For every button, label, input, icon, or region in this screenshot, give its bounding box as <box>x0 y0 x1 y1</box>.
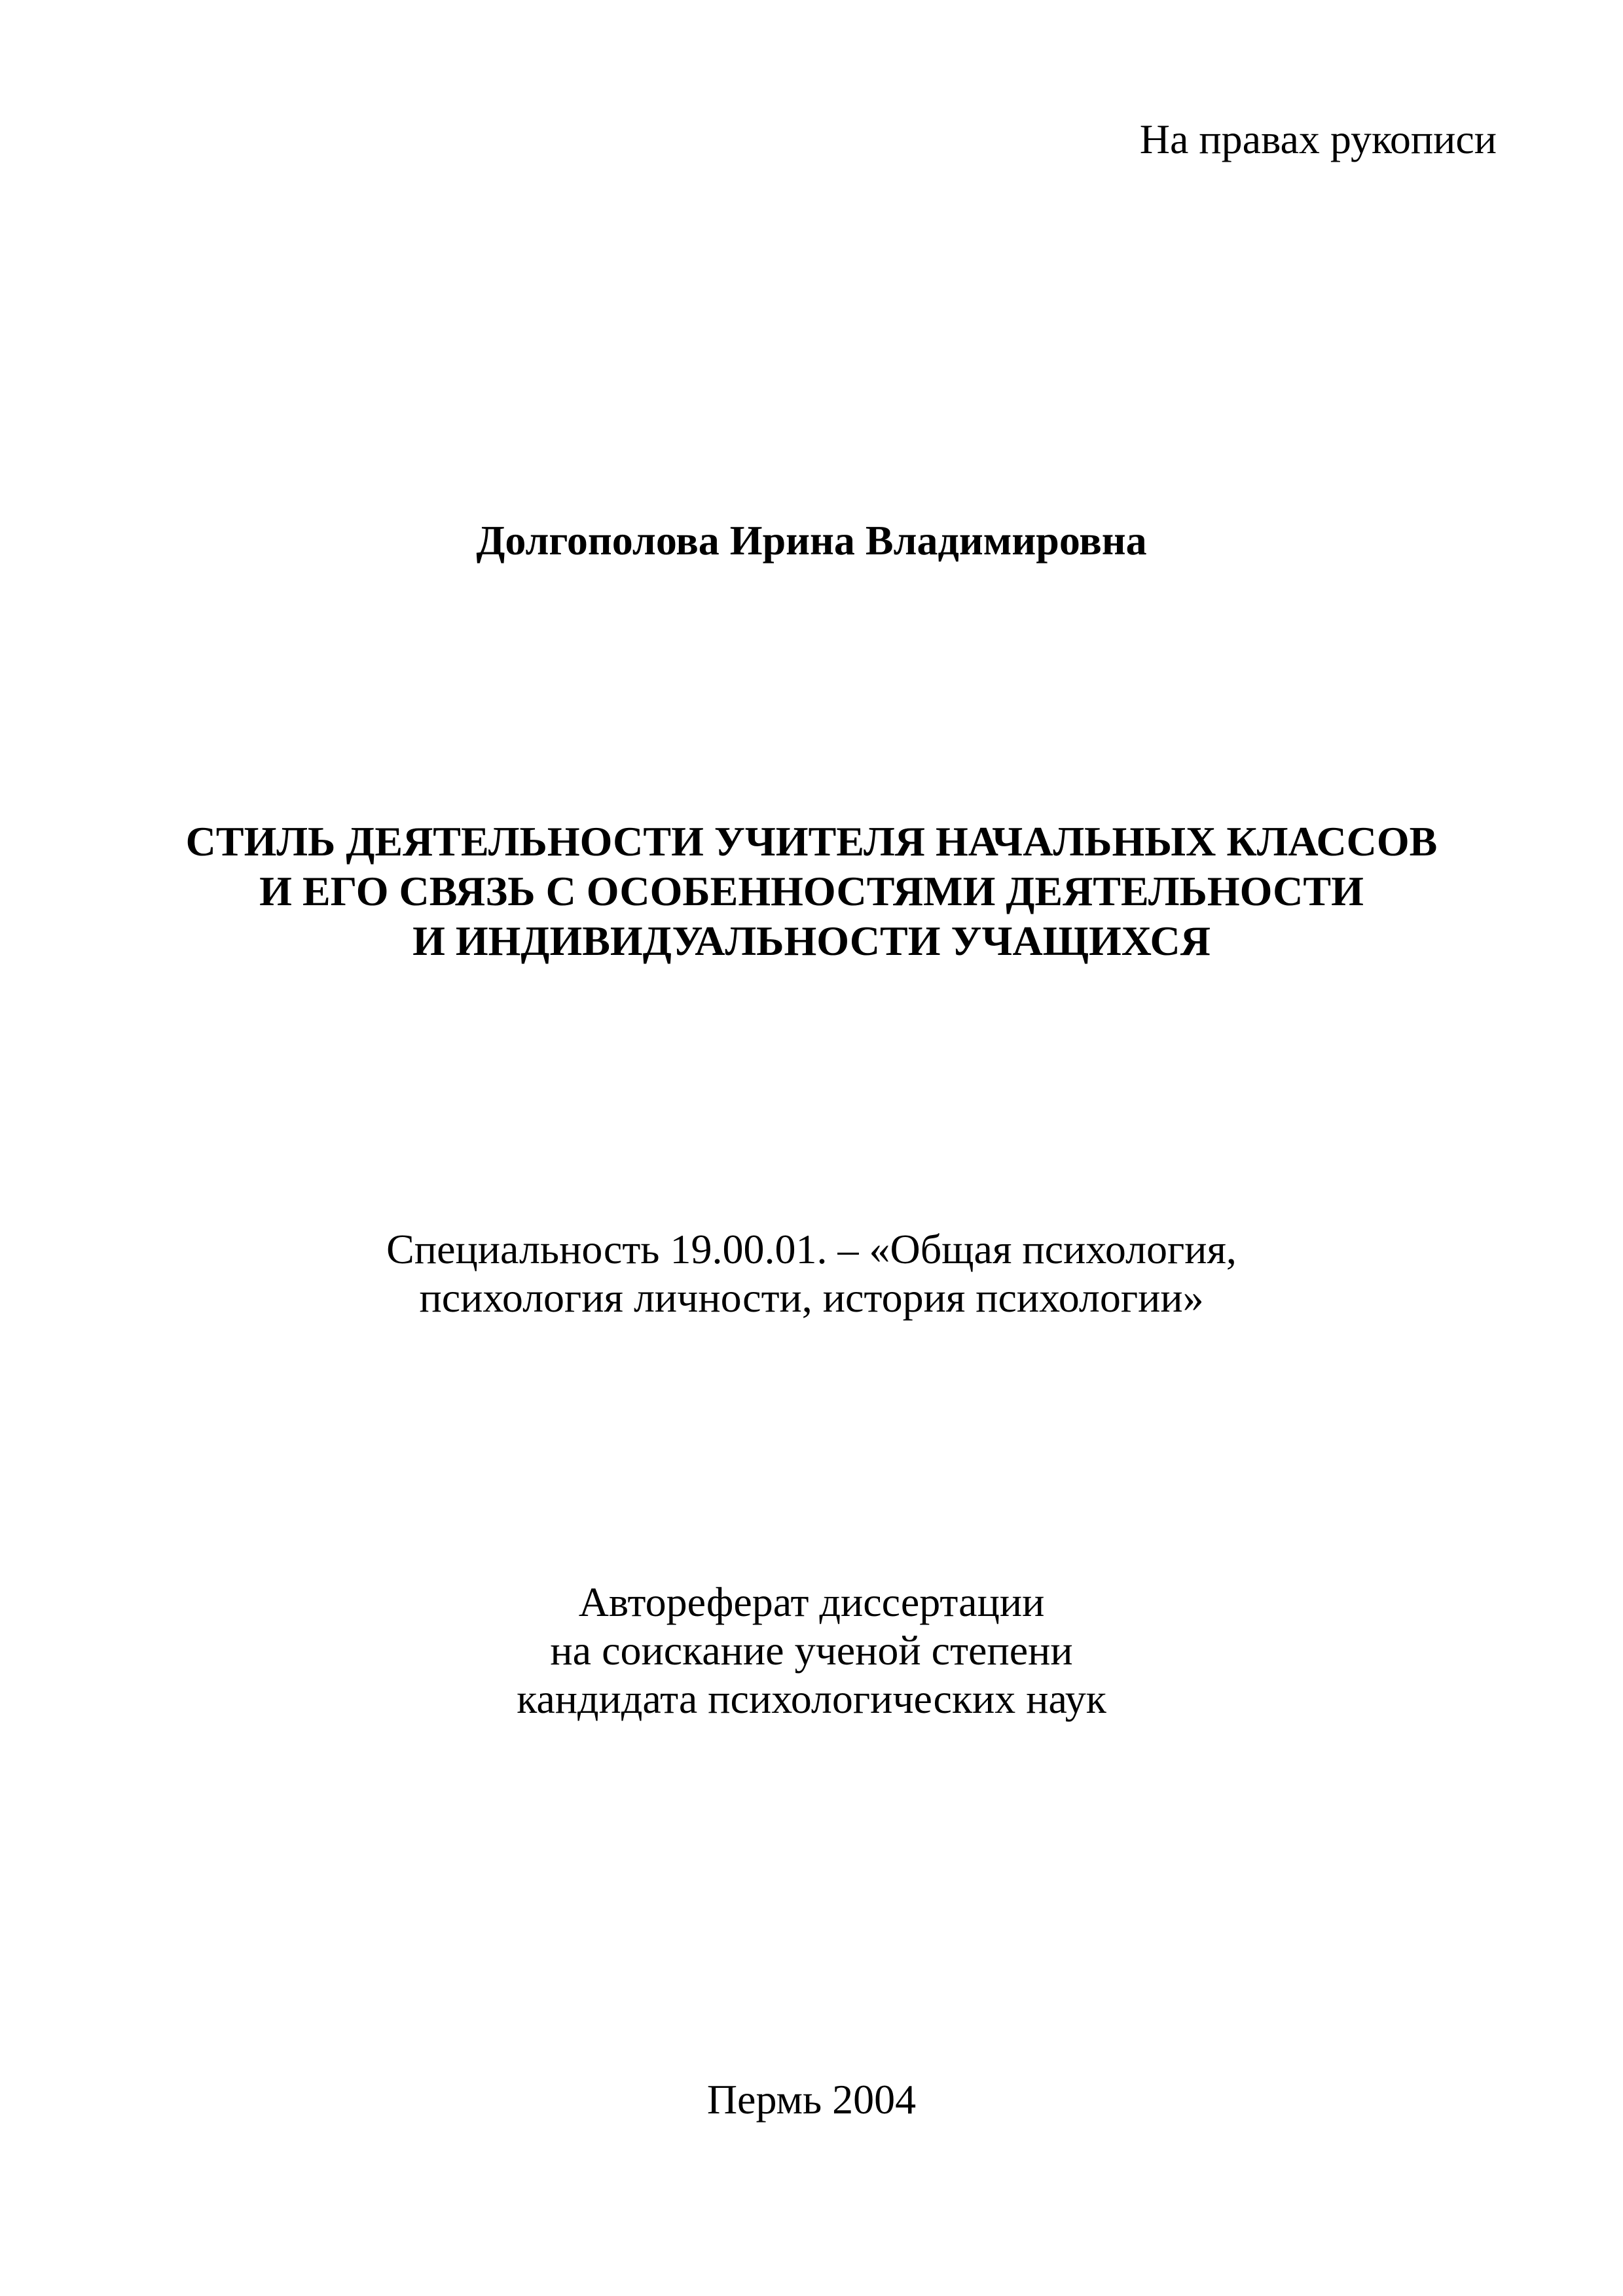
dissertation-title-line-3: И ИНДИВИДУАЛЬНОСТИ УЧАЩИХСЯ <box>412 918 1211 964</box>
abstract-description-line-2: на соискание ученой степени <box>550 1627 1073 1674</box>
dissertation-title-line-1: СТИЛЬ ДЕЯТЕЛЬНОСТИ УЧИТЕЛЯ НАЧАЛЬНЫХ КЛАССОВ <box>185 818 1438 865</box>
specialty-line-1: Специальность 19.00.01. – «Общая психология, <box>386 1226 1237 1272</box>
author-name: Долгополова Ирина Владимировна <box>476 517 1147 564</box>
manuscript-rights-note: На правах рукописи <box>1139 116 1497 162</box>
specialty-line-2: психология личности, история психологии» <box>419 1274 1204 1321</box>
abstract-description-line-3: кандидата психологических наук <box>517 1676 1106 1722</box>
abstract-description-line-1: Автореферат диссертации <box>578 1579 1045 1625</box>
dissertation-title-line-2: И ЕГО СВЯЗЬ С ОСОБЕННОСТЯМИ ДЕЯТЕЛЬНОСТИ <box>259 868 1364 914</box>
place-and-year: Пермь 2004 <box>706 2076 917 2123</box>
